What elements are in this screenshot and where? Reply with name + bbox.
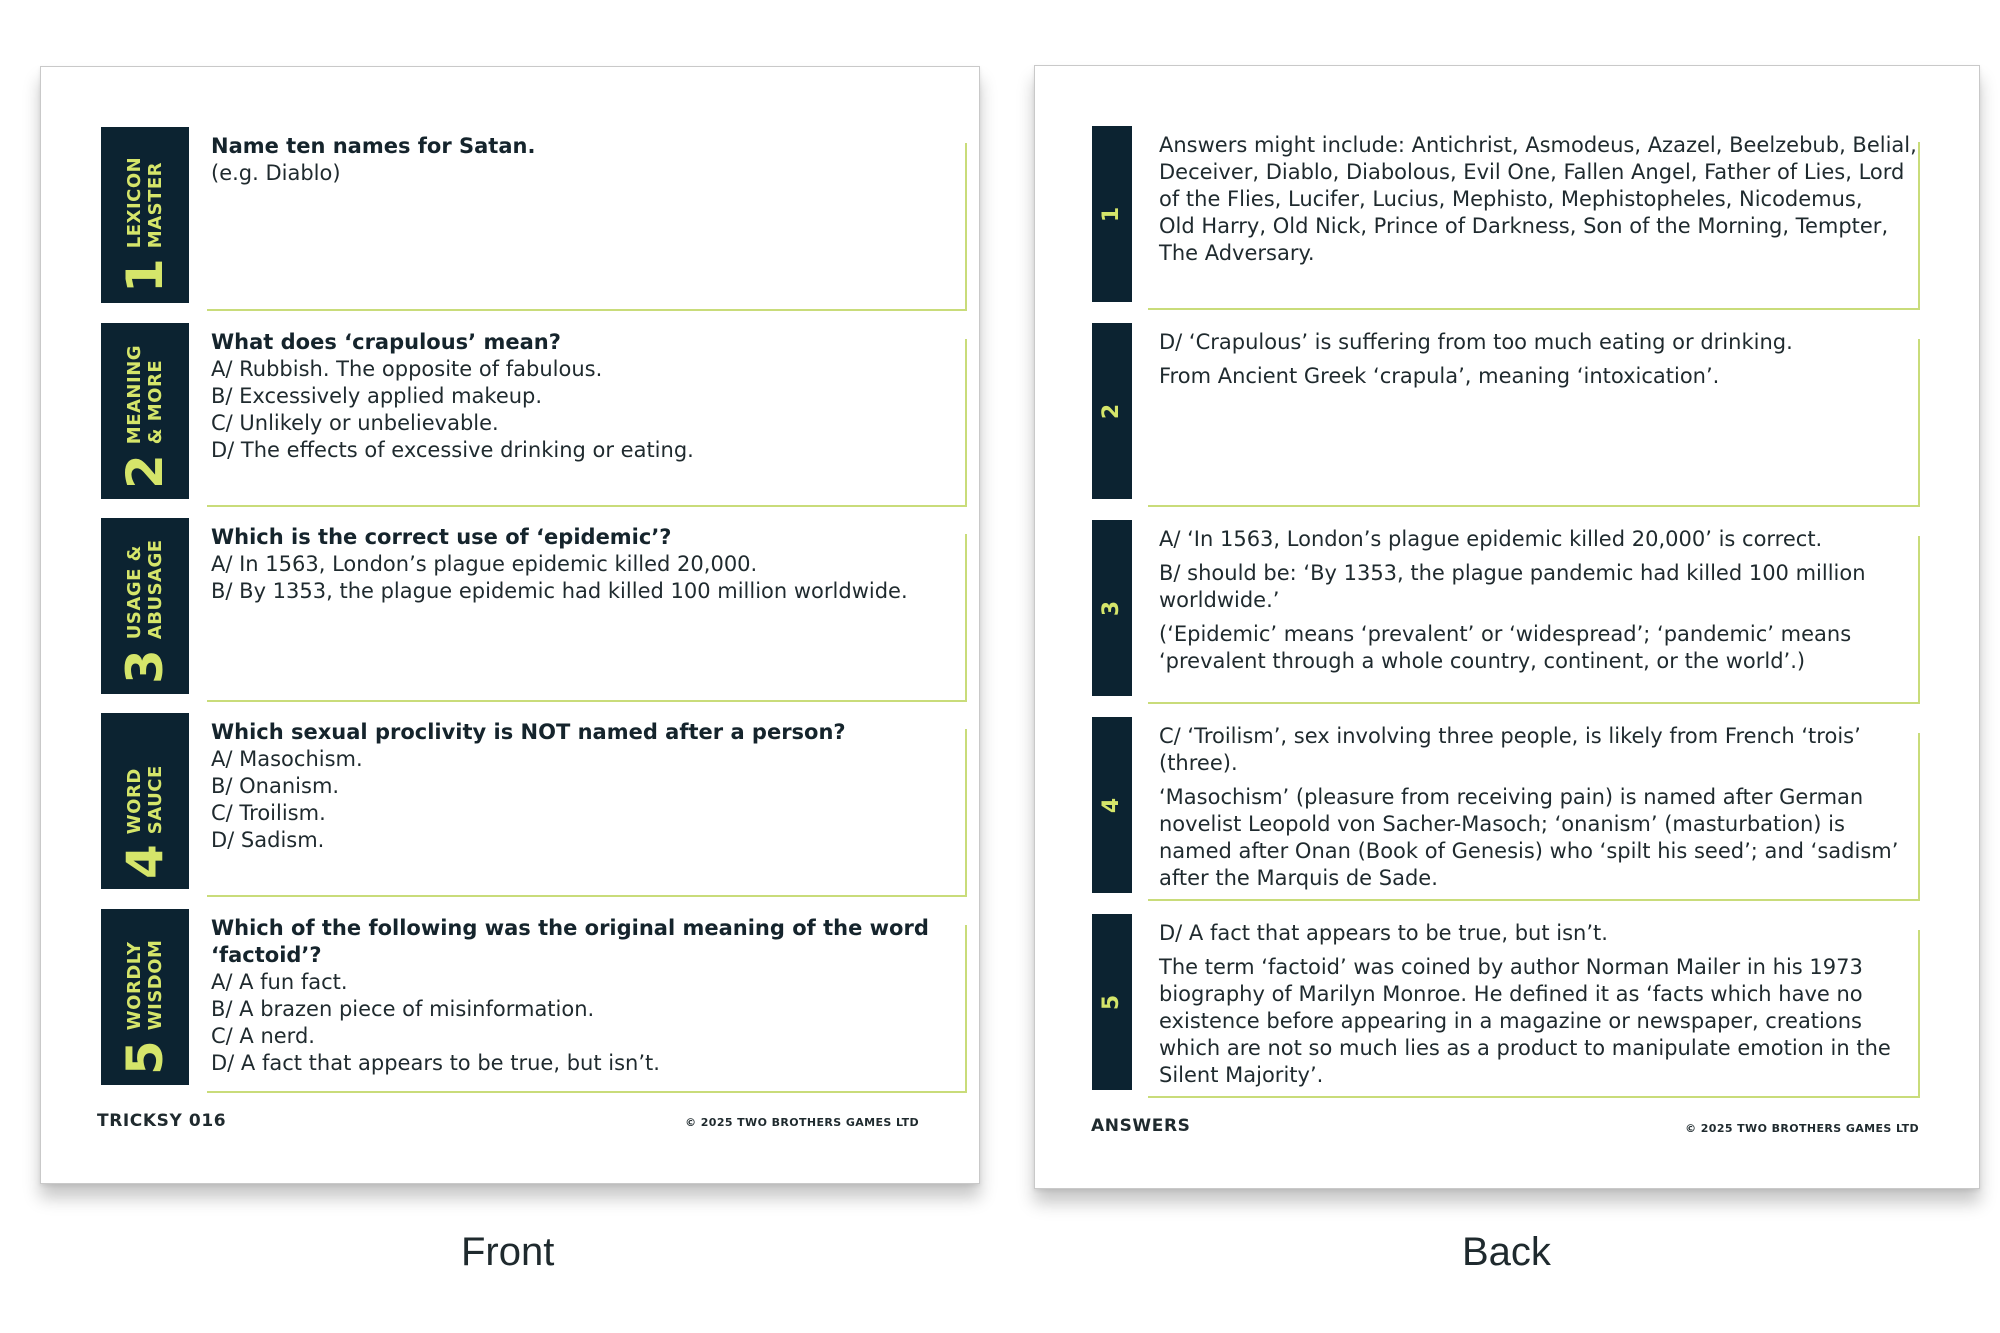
tab-category: LEXICON MASTER <box>124 156 166 249</box>
tab-number: 1 <box>116 258 174 293</box>
question-content <box>211 329 911 464</box>
front-row-1 <box>101 127 961 317</box>
tab-category: WORDLY WISDOM <box>124 939 166 1031</box>
tab-number: 2 <box>116 454 174 489</box>
front-row-2 <box>101 323 961 513</box>
category-tab <box>101 518 189 694</box>
question-text: Which is the correct use of ‘epidemic’? <box>211 525 672 549</box>
question-text-cont: ‘factoid’? <box>211 943 322 967</box>
tab-number: 5 <box>116 1040 174 1075</box>
answer-line: B/ A brazen piece of misinformation. <box>211 997 595 1021</box>
answer-line: A/ A fun fact. <box>211 970 348 994</box>
front-row-3 <box>101 518 961 708</box>
answer-line: D/ The effects of excessive drinking or eating. <box>211 438 694 462</box>
tab-number: 3 <box>116 649 174 684</box>
answers-label: ANSWERS <box>1091 1116 1191 1136</box>
tab-number: 2 <box>1099 403 1125 419</box>
tab-number: 1 <box>1099 206 1125 222</box>
copyright: © 2025 TWO BROTHERS GAMES LTD <box>685 1116 919 1129</box>
front-row-4 <box>101 713 961 903</box>
answer-line: B/ Onanism. <box>211 774 340 798</box>
tab-number: 4 <box>1099 797 1125 813</box>
answer-line: C/ Unlikely or unbelievable. <box>211 411 499 435</box>
answer-line: C/ A nerd. <box>211 1024 315 1048</box>
back-row-5 <box>1092 914 1952 1104</box>
tab-category: WORD SAUCE <box>124 765 166 835</box>
question-content <box>211 719 911 854</box>
tab-category: USAGE & ABUSAGE <box>124 539 166 640</box>
answer-content: D/ A fact that appears to be true, but isn’t. The term ‘factoid’ was coined by author Norman Mailer in his 1973 biography of Marilyn Monroe. He defined it as ‘facts which have no existence before appearing in a magazine or newspaper, creations which are not so much lies as a product to manipulate emotion in the Silent Majority’. <box>1159 921 1891 1087</box>
tab-category: MEANING & MORE <box>124 344 166 445</box>
card-code: TRICKSY 016 <box>97 1111 227 1131</box>
question-content <box>211 524 951 605</box>
answer-line: C/ Troilism. <box>211 801 326 825</box>
answer-line: B/ By 1353, the plague epidemic had killed 100 million worldwide. <box>211 579 908 603</box>
question-text: Which of the following was the original meaning of the word <box>211 916 929 940</box>
answer-tab <box>1092 914 1132 1090</box>
front-row-5 <box>101 909 961 1099</box>
answer-content: C/ ‘Troilism’, sex involving three people, is likely from French ‘trois’ (three). ‘Masochism’ (pleasure from receiving pain) is named after German novelist Leopold von Sacher-Masoch; ‘onanism’ (masturbation) is named after Onan (Book of Genesis) who ‘spilt his seed’; and ‘sadism’ after the Marquis de Sade. <box>1159 724 1899 890</box>
answer-tab <box>1092 717 1132 893</box>
answer-tab <box>1092 323 1132 499</box>
category-tab <box>101 323 189 499</box>
answer-line: (e.g. Diablo) <box>211 161 341 185</box>
question-text: Name ten names for Satan. <box>211 134 536 158</box>
answer-content: A/ ‘In 1563, London’s plague epidemic killed 20,000’ is correct. B/ should be: ‘By 1353, the plague pandemic had killed 100 million worldwide.’ (‘Epidemic’ means ‘prevalent’ or ‘widespread’; ‘pandemic’ means ‘prevalent through a whole country, continent, or the world’.) <box>1159 527 1866 673</box>
category-tab <box>101 713 189 889</box>
answer-line: B/ Excessively applied makeup. <box>211 384 543 408</box>
back-caption: Back <box>1462 1230 1551 1274</box>
front-card <box>40 66 980 1184</box>
back-row-3 <box>1092 520 1952 710</box>
tab-number: 3 <box>1099 600 1125 616</box>
answer-content: Answers might include: Antichrist, Asmodeus, Azazel, Beelzebub, Belial, Deceiver, Diablo, Diabolous, Evil One, Fallen Angel, Father of Lies, Lord of the Flies, Lucifer, Lucius, Mephisto, Mephistopheles, Nicodemus, Old Harry, Old Nick, Prince of Darkness, Son of the Morning, Tempter, The Adversary. <box>1159 133 1917 265</box>
answer-line: A/ Masochism. <box>211 747 363 771</box>
tab-number: 5 <box>1099 994 1125 1010</box>
answer-line: D/ Sadism. <box>211 828 325 852</box>
question-text: Which sexual proclivity is NOT named after a person? <box>211 720 846 744</box>
answer-line: A/ Rubbish. The opposite of fabulous. <box>211 357 603 381</box>
back-row-2 <box>1092 323 1952 513</box>
question-content <box>211 915 951 1077</box>
back-row-4 <box>1092 717 1952 907</box>
answer-tab <box>1092 520 1132 696</box>
tab-number: 4 <box>116 844 174 879</box>
answer-line: A/ In 1563, London’s plague epidemic killed 20,000. <box>211 552 758 576</box>
back-row-1 <box>1092 126 1952 316</box>
question-text: What does ‘crapulous’ mean? <box>211 330 561 354</box>
answer-line: D/ A fact that appears to be true, but isn’t. <box>211 1051 660 1075</box>
category-tab <box>101 909 189 1085</box>
front-caption: Front <box>461 1230 555 1274</box>
answer-content: D/ ‘Crapulous’ is suffering from too much eating or drinking. From Ancient Greek ‘crapula’, meaning ‘intoxication’. <box>1159 330 1793 388</box>
category-tab <box>101 127 189 303</box>
answer-tab <box>1092 126 1132 302</box>
question-content <box>211 133 911 187</box>
back-card <box>1034 65 1980 1189</box>
copyright: © 2025 TWO BROTHERS GAMES LTD <box>1685 1122 1919 1135</box>
